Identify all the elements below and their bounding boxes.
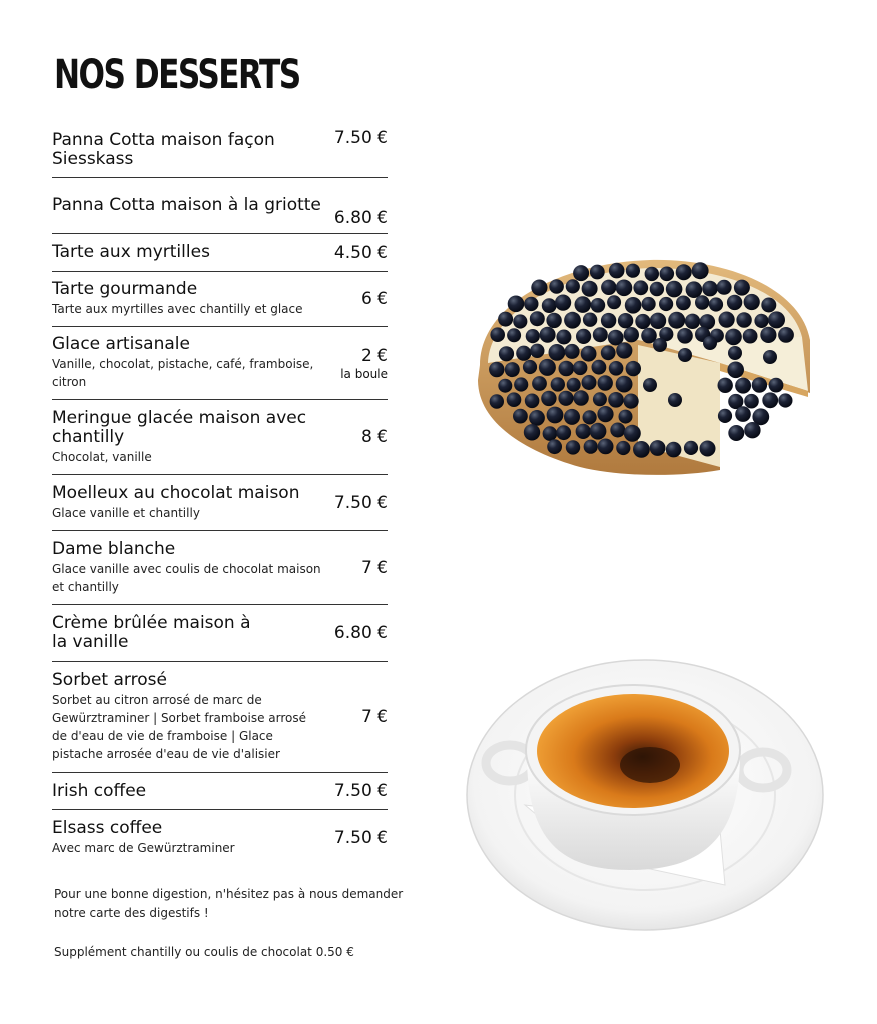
item-price: 7.50 € [333,492,388,513]
item-name: Tarte aux myrtilles [52,242,210,262]
item-name: Panna Cotta maison à la griotte [52,195,321,215]
item-price: 7 € [360,707,388,727]
menu-item [52,773,388,810]
menu-item [52,531,388,605]
blueberry-tart-photo [470,245,820,485]
item-description: Glace vanille avec coulis de chocolat maison et chantilly [52,561,321,594]
menu-item [52,605,388,662]
dessert-menu-list [52,122,388,865]
item-description: Chocolat, vanille [52,449,152,464]
creme-brulee-photo [465,655,835,940]
footer-notes [54,885,424,982]
item-price: 8 € [360,427,388,447]
menu-item [52,475,388,531]
supplement-note: Supplément chantilly ou coulis de chocolat 0.50 € [54,945,354,959]
item-price: 7 € [360,557,388,578]
menu-item [52,810,388,865]
item-name: Tarte gourmande [52,279,198,299]
digestif-note: Pour une bonne digestion, n'hésitez pas à nous demander notre carte des digestifs ! [54,887,404,920]
item-description: Vanille, chocolat, pistache, café, framboise, citron [52,357,314,389]
item-name: Elsass coffee [52,817,163,838]
item-price: 7.50 € [333,781,388,801]
item-description: Avec marc de Gewürztraminer [52,840,235,855]
item-price: 2 € [360,345,388,366]
item-description: Tarte aux myrtilles avec chantilly et glace [52,302,303,316]
menu-item [52,234,388,272]
item-name: Glace artisanale [52,334,190,354]
item-price: 6.80 € [333,208,388,228]
item-name: Sorbet arrosé [52,670,167,690]
menu-item [52,122,388,178]
page-title: NOS DESSERTS [54,52,300,98]
menu-item [52,400,388,475]
item-price-block [322,346,388,381]
item-price: 6 € [360,289,388,309]
menu-item [52,178,388,234]
menu-item [52,662,388,773]
item-name: Panna Cotta maison façon Siesskass [52,129,275,169]
item-price-unit: la boule [340,366,388,381]
item-name: Dame blanche [52,538,176,559]
item-price: 7.50 € [333,827,388,848]
item-description: Sorbet au citron arrosé de marc de Gewürztraminer | Sorbet framboise arrosé de d'eau de vie de framboise | Glace pistache arrosée d'eau de vie d'alisier [52,693,307,761]
menu-item [52,327,388,400]
item-name: Moelleux au chocolat maison [52,482,300,503]
item-price: 4.50 € [333,242,388,263]
item-description: Glace vanille et chantilly [52,505,200,520]
item-name: Meringue glacée maison avec chantilly [52,407,307,447]
item-name: Crème brûlée maison à la vanille [52,613,251,652]
item-price: 7.50 € [333,128,388,148]
menu-item [52,272,388,327]
item-price: 6.80 € [333,623,388,643]
item-name: Irish coffee [52,780,147,801]
